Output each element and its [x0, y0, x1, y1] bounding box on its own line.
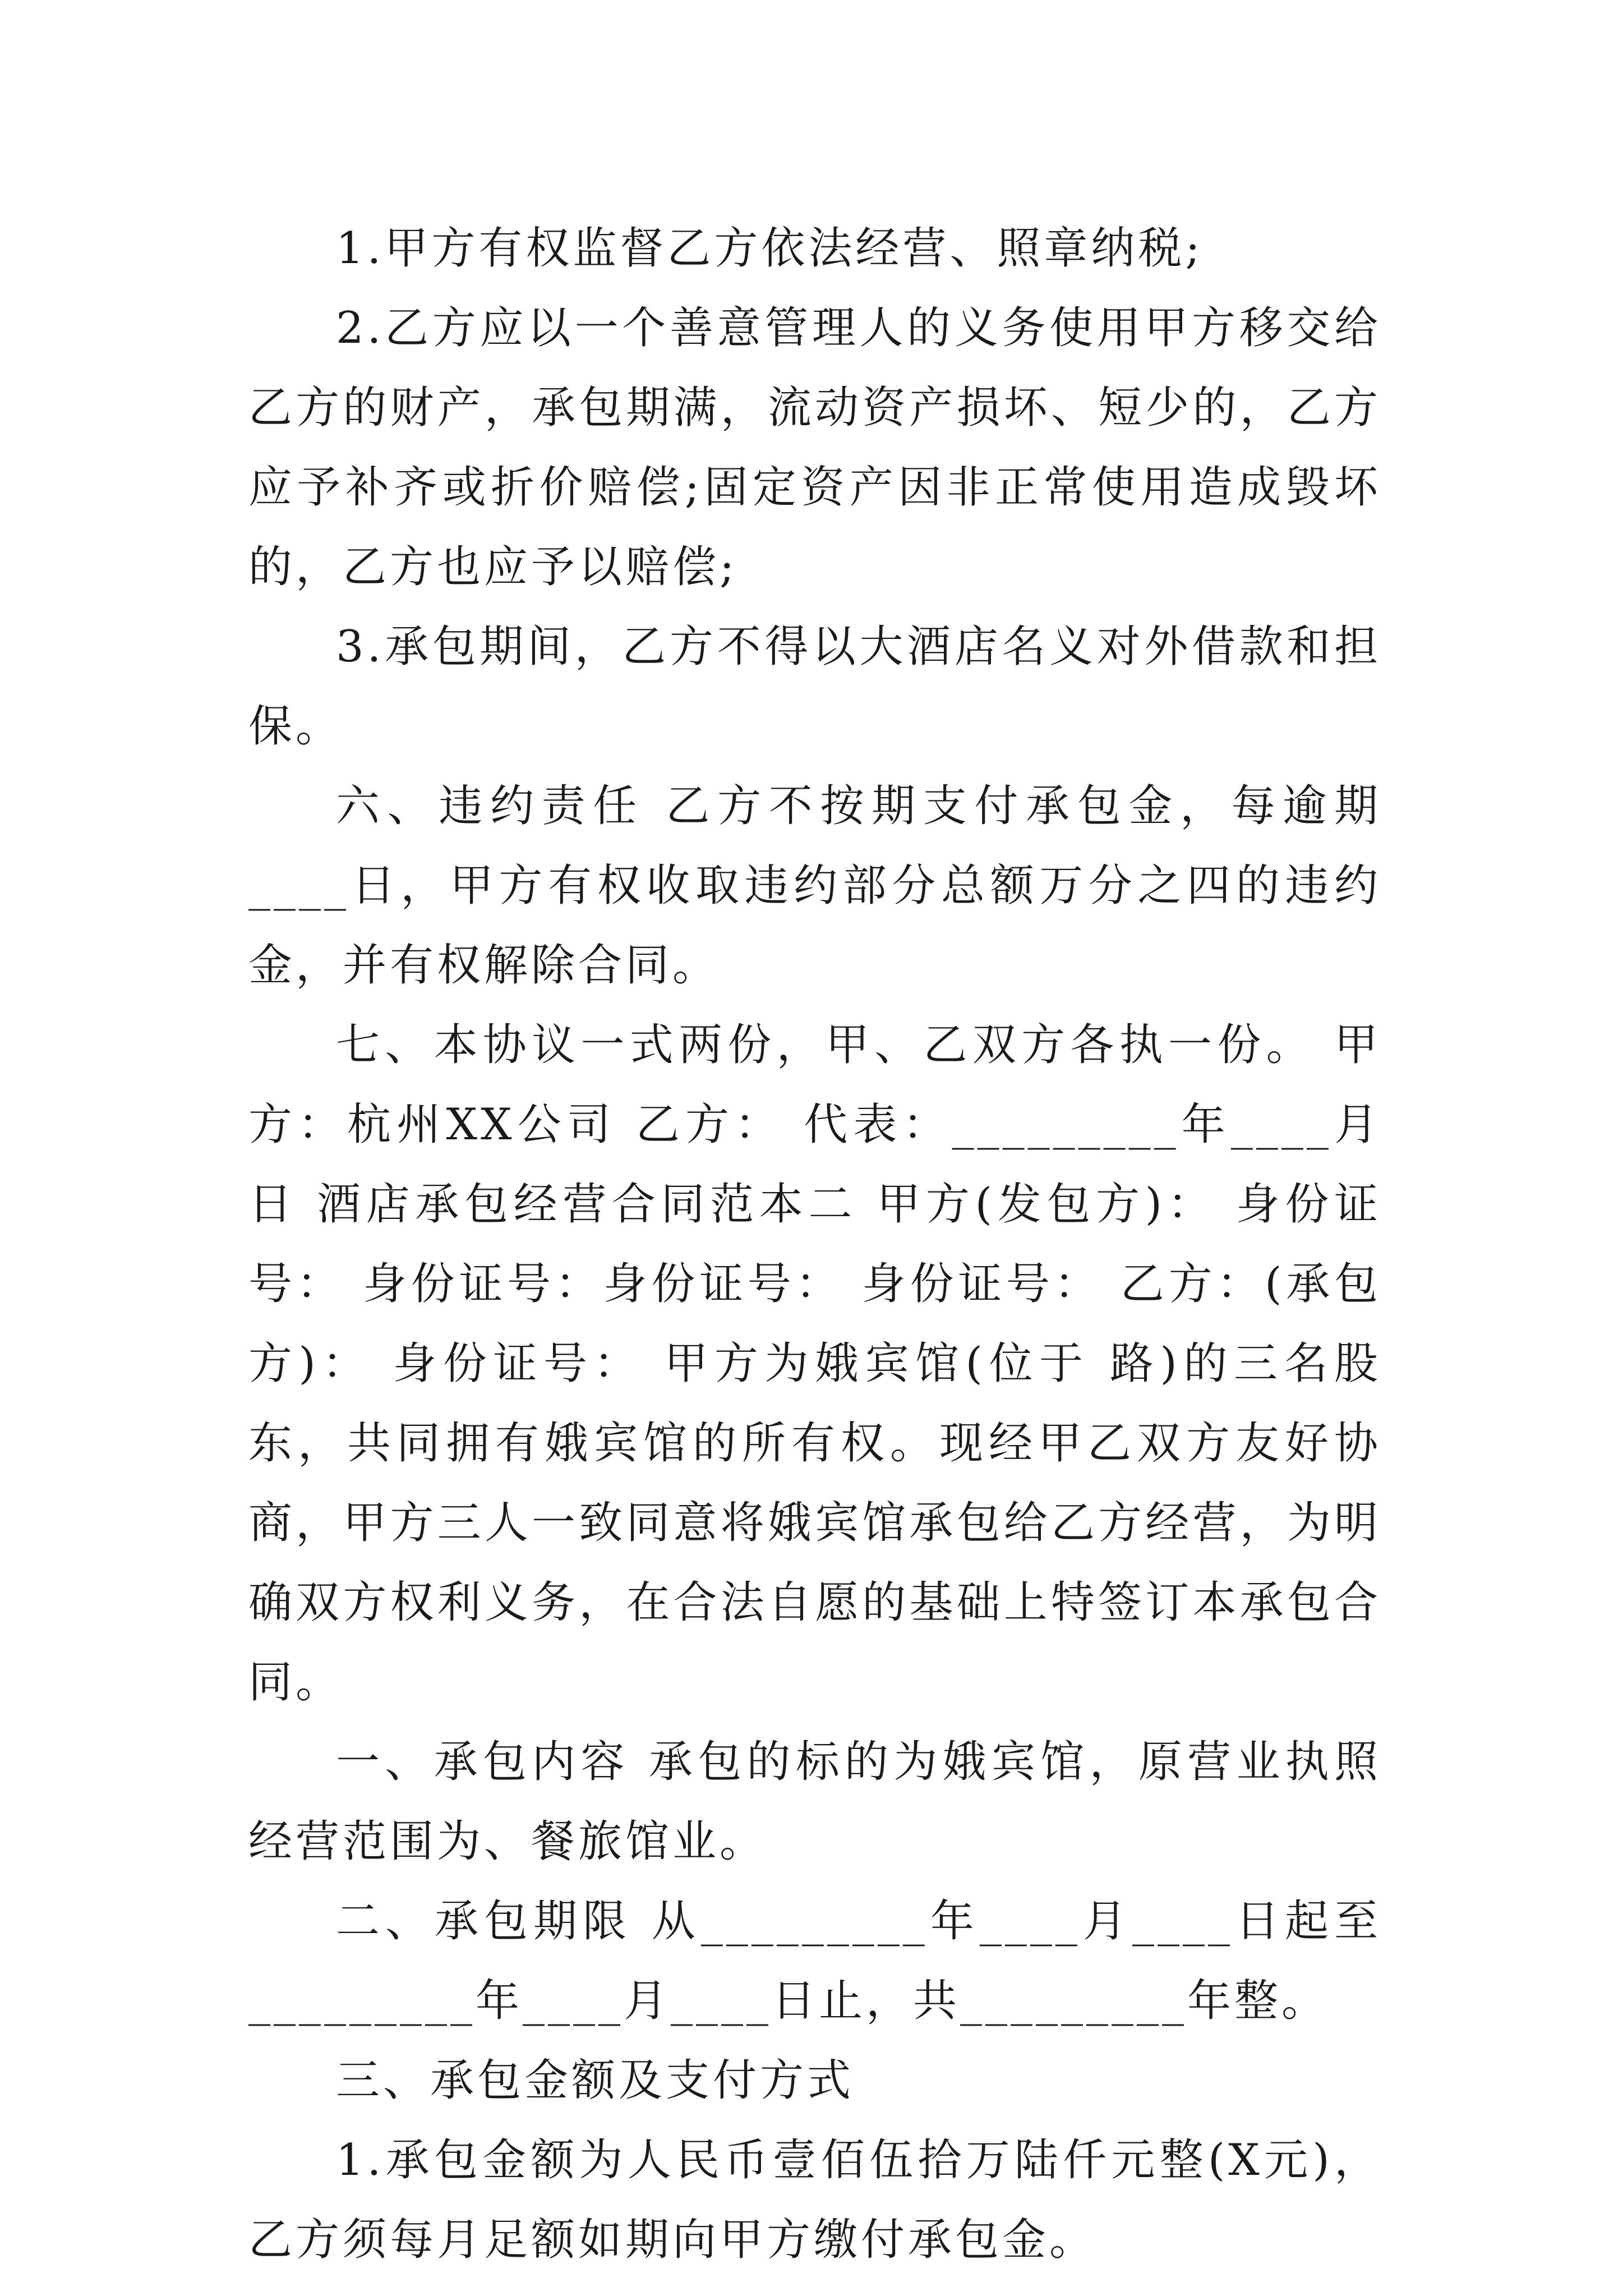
paragraph-right-supervise: 1.甲方有权监督乙方依法经营、照章纳税;	[336, 223, 1204, 274]
paragraph-amount-heading: 三、承包金额及支付方式	[336, 2055, 855, 2106]
paragraph-property-duty: 2.乙方应以一个善意管理人的义务使用甲方移交给乙方的财产，承包期满，流动资产损坏、短少的，乙方应予补齐或折价赔偿;固定资产因非正常使用造成毁坏的，乙方也应予以赔偿;	[248, 303, 1381, 592]
paragraph-scope: 一、承包内容 承包的标的为娥宾馆，原营业执照经营范围为、餐旅馆业。	[248, 1737, 1381, 1867]
paragraph-liability: 六、违约责任 乙方不按期支付承包金，每逾期____日，甲方有权收取违约部分总额万分之四的违约金，并有权解除合同。	[248, 781, 1381, 991]
paragraph-no-loans: 3.承包期间，乙方不得以大酒店名义对外借款和担保。	[248, 622, 1381, 752]
document-body	[248, 209, 1381, 2280]
paragraph-term: 二、承包期限 从_________年____月____日起至_________年____月____日止，共_________年整。	[248, 1896, 1381, 2026]
paragraph-amount: 1.承包金额为人民币壹佰伍拾万陆仟元整(X元)，乙方须每月足额如期向甲方缴付承包金。	[248, 2135, 1381, 2265]
paragraph-copies-and-template-two: 七、本协议一式两份，甲、乙双方各执一份。 甲方：杭州XX公司 乙方： 代表：_________年____月日 酒店承包经营合同范本二 甲方(发包方)： 身份证号： 身份证号：身份证号： 身份证号： 乙方：(承包方)： 身份证号： 甲方为娥宾馆(位于 路)的三名股东，共同拥有娥宾馆的所有权。现经甲乙双方友好协商，甲方三人一致同意将娥宾馆承包给乙方经营，为明确双方权利义务，在合法自愿的基础上特签订本承包合同。	[248, 1020, 1381, 1708]
